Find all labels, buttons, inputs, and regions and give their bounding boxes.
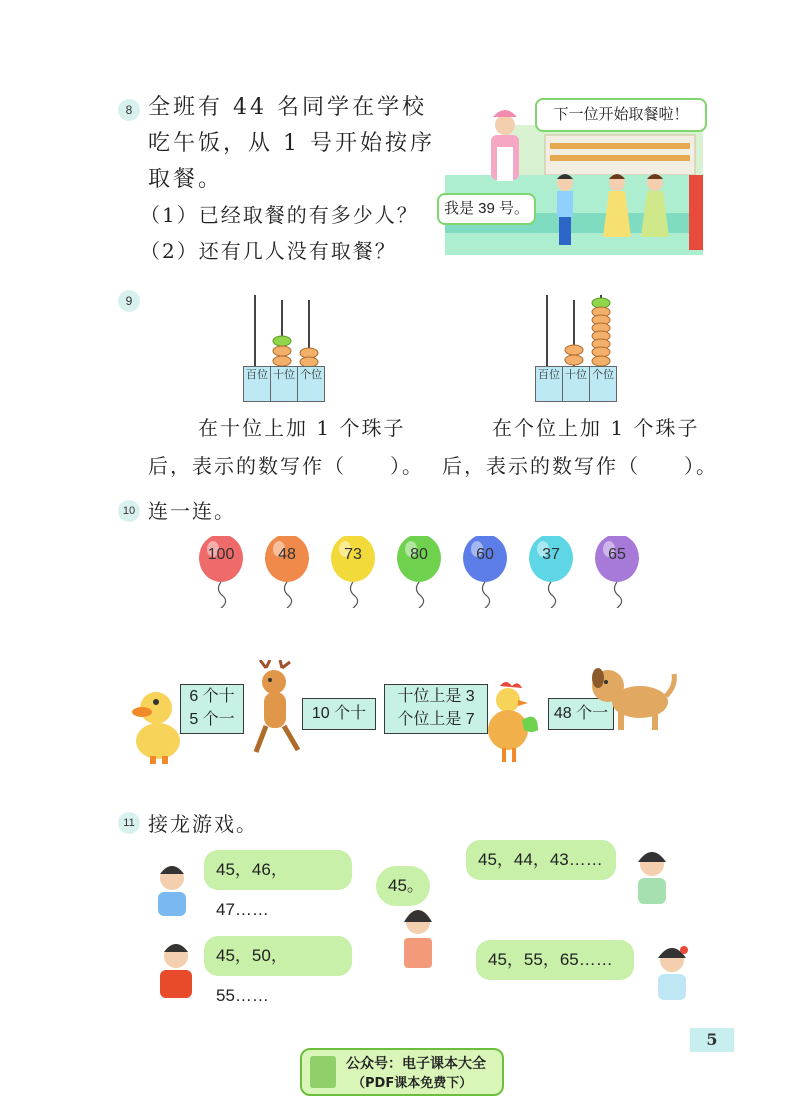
girl-blue-illustration — [650, 944, 696, 1000]
card-6tens-line: 6 个十 — [189, 688, 235, 705]
girl-green-illustration — [630, 848, 676, 904]
abacus-right-hundreds-label: 百位 — [535, 366, 563, 402]
deer-illustration — [246, 660, 310, 760]
abacus-left — [240, 295, 324, 365]
q8-subquestion-2: （2）还有几人没有取餐？ — [140, 239, 397, 263]
watermark-icon — [310, 1056, 336, 1088]
girl-center-illustration — [394, 906, 442, 968]
q9-right-text-line2: 后，表示的数写作（ ）。 — [442, 454, 718, 478]
abacus-left-ones-label: 个位 — [297, 366, 325, 402]
q8-text-line2: 吃午饭，从 1 号开始按序 — [148, 131, 435, 156]
q11-title: 接龙游戏。 — [148, 812, 258, 836]
balloon-label: 65 — [608, 546, 626, 563]
balloon-label: 48 — [278, 546, 296, 563]
q8-text-line1: 全班有 44 名同学在学校 — [148, 95, 427, 120]
card-48ones[interactable]: 48 个一 — [548, 698, 614, 730]
speech-bubble-45-44-43: 45，44，43…… — [466, 840, 616, 880]
balloon-label: 80 — [410, 546, 428, 563]
q9-left-text-line1: 在十位上加 1 个珠子 — [198, 416, 406, 440]
abacus-right-ones-label: 个位 — [589, 366, 617, 402]
card-ones7-line: 个位上是 7 — [397, 711, 475, 728]
balloon-48[interactable] — [262, 536, 312, 608]
watermark-line2: （PDF课本免费下） — [352, 1076, 473, 1091]
speech-bubble-45-55-65: 45，55，65…… — [476, 940, 634, 980]
balloon-80[interactable] — [394, 536, 444, 608]
card-5ones-line: 5 个一 — [189, 711, 235, 728]
watermark-line1: 公众号：电子课本大全 — [346, 1056, 486, 1072]
q8-subquestion-1: （1）已经取餐的有多少人？ — [140, 203, 419, 227]
speech-bubble-45-46-47: 45，46，47…… — [204, 850, 352, 890]
balloon-100[interactable] — [196, 536, 246, 608]
question-number-10: 10 — [118, 500, 140, 522]
boy-red-illustration — [154, 940, 200, 998]
abacus-left-tens-label: 十位 — [270, 366, 298, 402]
balloon-label: 100 — [207, 546, 235, 563]
question-number-11: 11 — [118, 812, 140, 834]
speech-bubble-45-center: 45。 — [376, 866, 430, 906]
q8-text-line3: 取餐。 — [148, 167, 224, 192]
balloon-65[interactable] — [592, 536, 642, 608]
dog-illustration — [588, 664, 678, 734]
balloon-label: 37 — [542, 546, 560, 563]
card-tens3-line: 十位上是 3 — [397, 688, 475, 705]
q9-left-text-line2: 后，表示的数写作（ ）。 — [148, 454, 424, 478]
page-number: 5 — [690, 1028, 734, 1052]
boy-blue-illustration — [150, 862, 196, 916]
q9-right-text-line1: 在个位上加 1 个珠子 — [492, 416, 700, 440]
question-number-9: 9 — [118, 290, 140, 312]
duck-illustration — [128, 686, 188, 766]
abacus-right-tens-label: 十位 — [562, 366, 590, 402]
card-10tens[interactable]: 10 个十 — [302, 698, 376, 730]
card-tens3-ones7[interactable] — [384, 684, 488, 734]
card-6tens-5ones[interactable] — [180, 684, 244, 734]
balloon-label: 60 — [476, 546, 494, 563]
staff-speech-bubble: 下一位开始取餐啦！ — [535, 98, 707, 132]
watermark-badge — [300, 1048, 504, 1096]
question-number-8: 8 — [118, 99, 140, 121]
balloon-label: 73 — [344, 546, 362, 563]
abacus-right — [532, 295, 616, 365]
balloon-37[interactable] — [526, 536, 576, 608]
q10-title: 连一连。 — [148, 499, 236, 523]
balloon-60[interactable] — [460, 536, 510, 608]
abacus-left-hundreds-label: 百位 — [243, 366, 271, 402]
student-speech-bubble: 我是 39 号。 — [437, 193, 536, 225]
speech-bubble-45-50-55: 45，50，55…… — [204, 936, 352, 976]
balloon-73[interactable] — [328, 536, 378, 608]
rooster-illustration — [478, 680, 540, 764]
